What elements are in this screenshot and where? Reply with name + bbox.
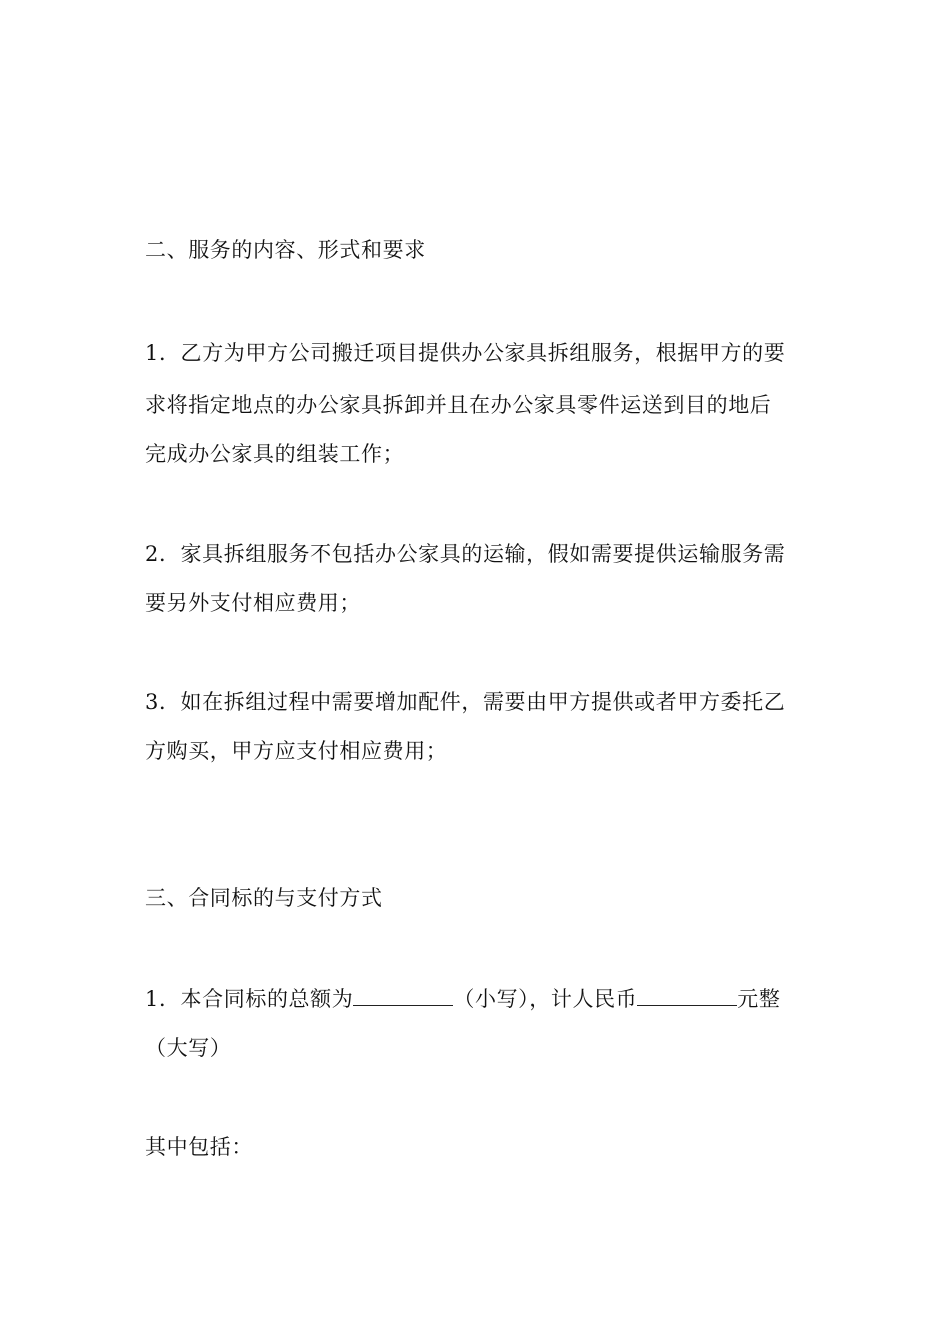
amount-unit-label: 元整: [737, 987, 781, 1011]
amount-label: 1．本合同标的总额为: [145, 987, 354, 1011]
section-2-item-1-line-2: 求将指定地点的办公家具拆卸并且在办公家具零件运送到目的地后: [145, 393, 772, 417]
section-3-item-1-line-2: （大写）: [145, 1036, 232, 1060]
section-2-item-1-line-1: 1．乙方为甲方公司搬迁项目提供办公家具拆组服务，根据甲方的要: [145, 341, 786, 365]
section-2-item-3-line-2: 方购买，甲方应支付相应费用；: [145, 739, 448, 763]
section-3-item-1-line-1: [145, 985, 815, 1013]
amount-words-blank[interactable]: [637, 987, 737, 1006]
amount-numeric-blank[interactable]: [353, 987, 453, 1006]
section-2-item-2-line-1: 2．家具拆组服务不包括办公家具的运输，假如需要提供运输服务需: [145, 542, 786, 566]
section-2-heading: 二、服务的内容、形式和要求: [145, 238, 426, 262]
section-2-item-3-line-1: 3．如在拆组过程中需要增加配件，需要由甲方提供或者甲方委托乙: [145, 690, 786, 714]
section-2-item-2-line-2: 要另外支付相应费用；: [145, 591, 361, 615]
section-2-item-1-line-3: 完成办公家具的组装工作；: [145, 442, 405, 466]
includes-label: 其中包括：: [145, 1135, 253, 1159]
section-3-heading: 三、合同标的与支付方式: [145, 886, 383, 910]
amount-words-label: （小写），计人民币: [453, 987, 638, 1011]
